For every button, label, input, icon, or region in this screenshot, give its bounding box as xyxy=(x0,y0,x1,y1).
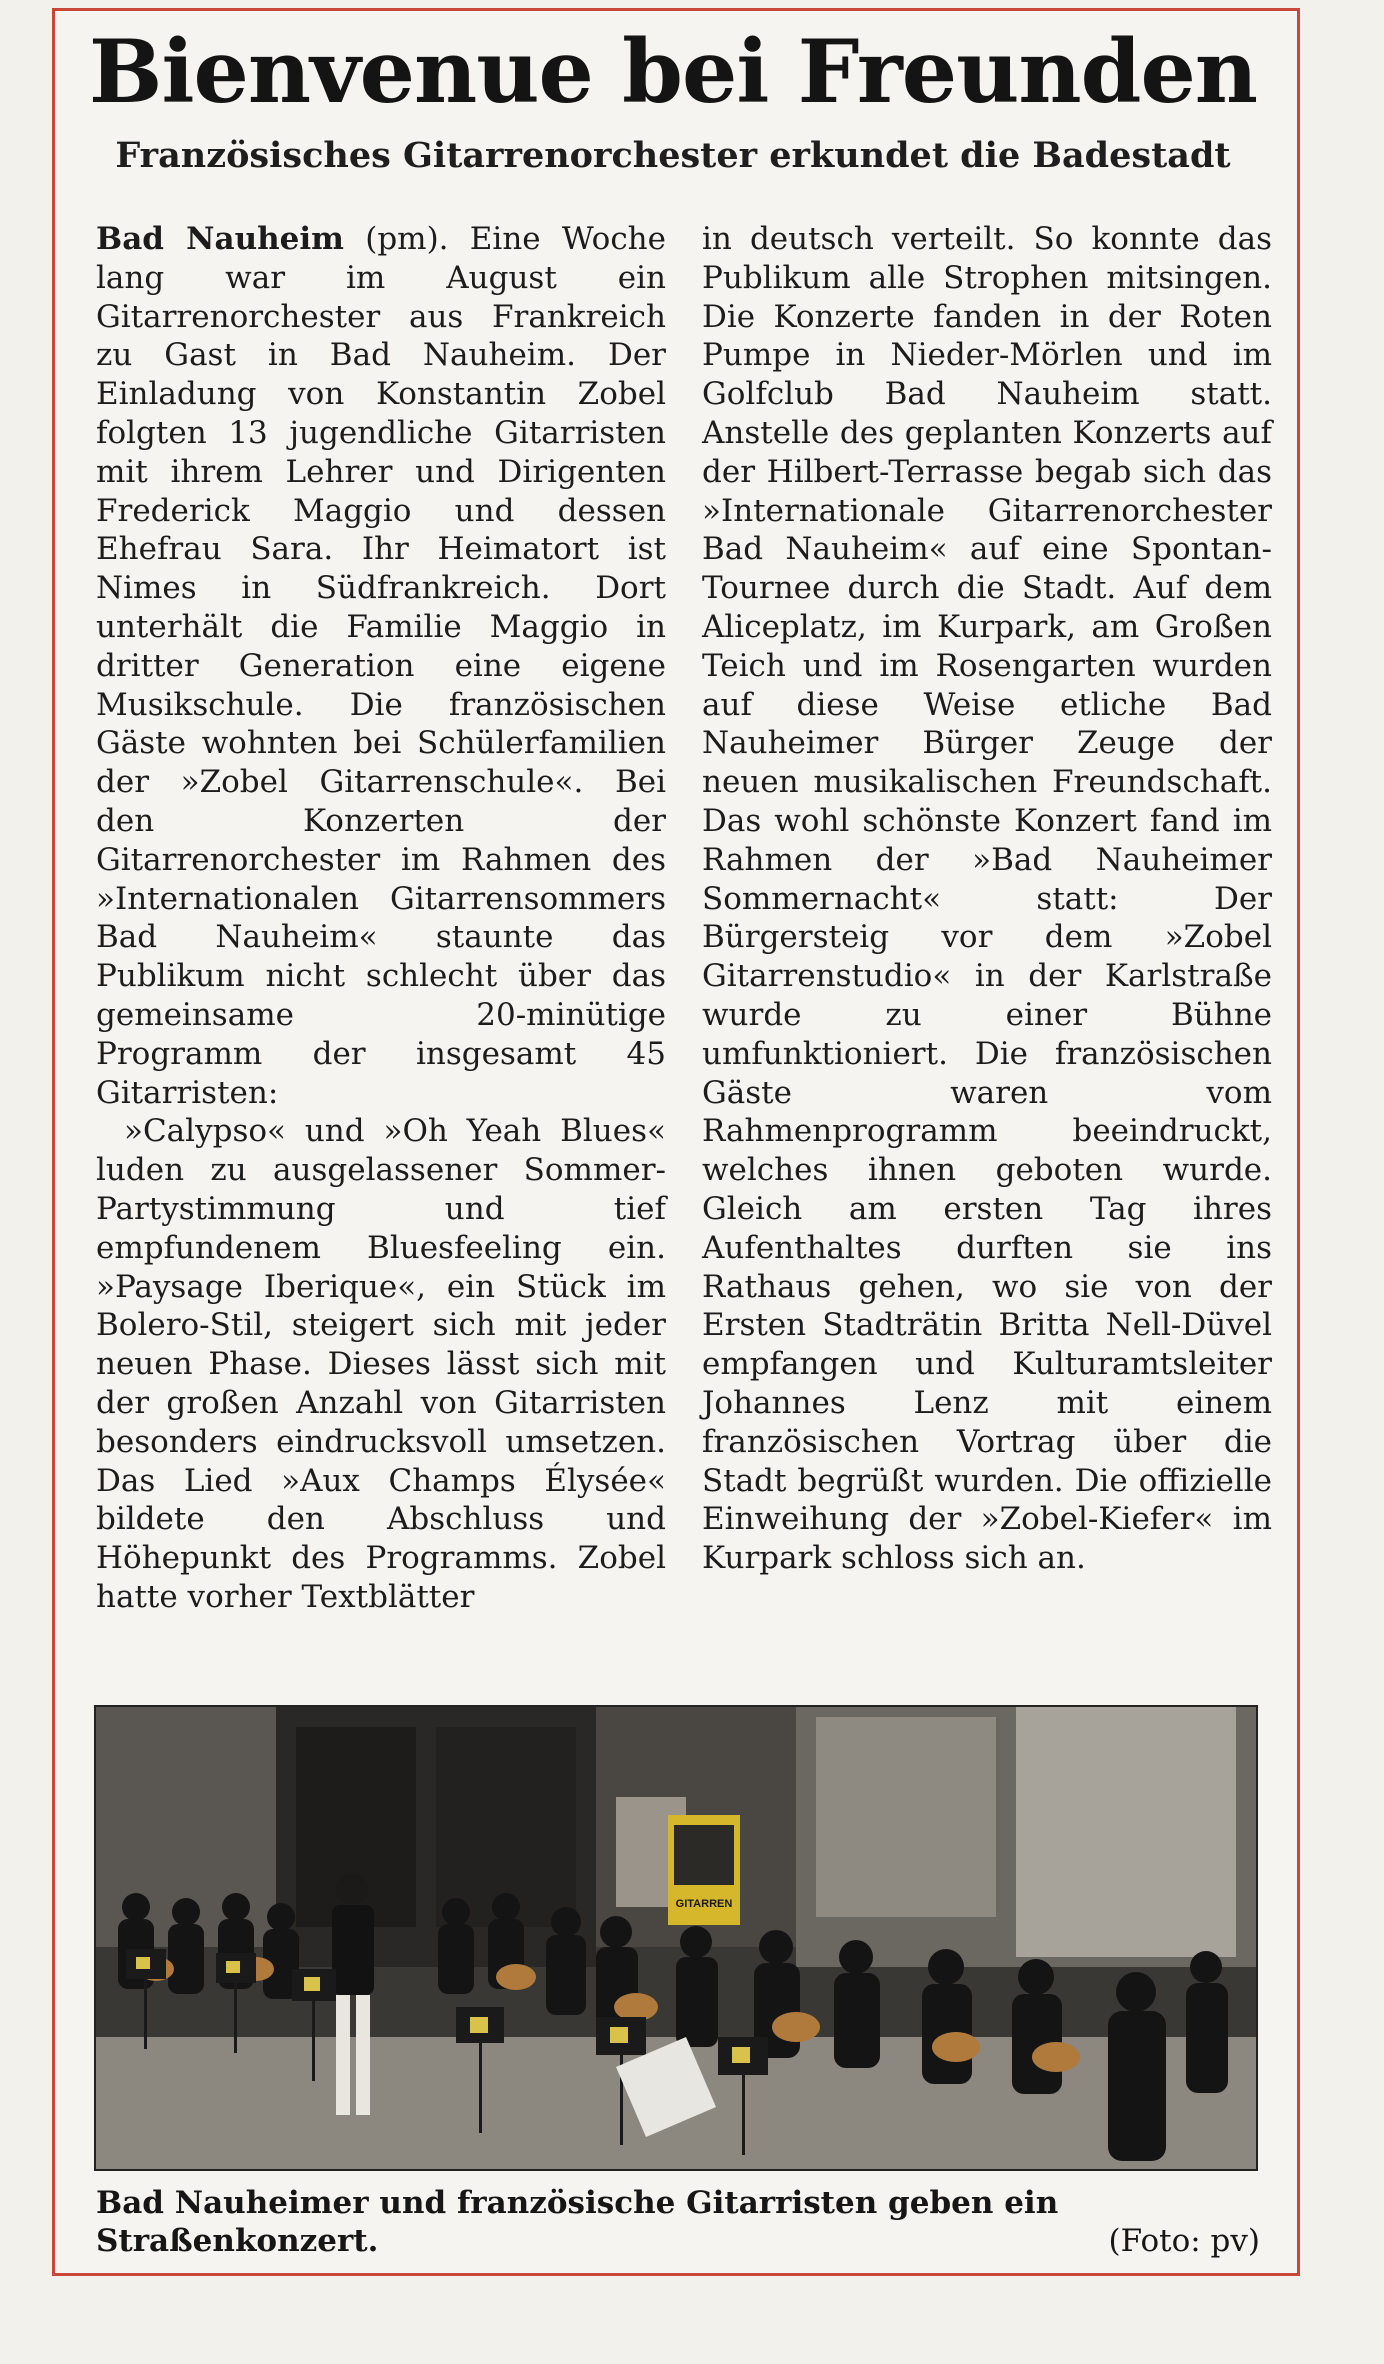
concert-photo xyxy=(94,1705,1258,2171)
article-column-right xyxy=(702,220,1272,1578)
dateline: Bad Nauheim xyxy=(96,221,344,257)
photo-credit: (Foto: pv) xyxy=(1108,2223,1260,2259)
body-paragraph: »Calypso« und »Oh Yeah Blues« luden zu ausgelassener Sommer-Partystimmung und tief empfundenem Bluesfeeling ein. »Paysage Iberique«, ein Stück im Bolero-Stil, steigert sich mit jeder neuen Phase. Dieses lässt sich mit der großen Anzahl von Gitarristen besonders eindrucksvoll umsetzen. Das Lied »Aux Champs Élysée« bildete den Abschluss und Höhepunkt des Programms. Zobel hatte vorher Textblätter xyxy=(96,1113,666,1615)
poster-text: GITARREN xyxy=(675,1898,733,1910)
lead-text: (pm). Eine Woche lang war im August ein Gitarrenorchester aus Frankreich zu Gast in Bad Nauheim. Der Einladung von Konstantin Zobel folgten 13 jugendliche Gitarristen mit ihrem Lehrer und Dirigenten Frederick Maggio und dessen Ehefrau Sara. Ihr Heimatort ist Nimes in Südfrankreich. Dort unterhält die Familie Maggio in dritter Generation eine eigene Musikschule. Die französischen Gäste wohnten bei Schülerfamilien der »Zobel Gitarrenschule«. Bei den Konzerten der Gitarrenorchester im Rahmen des »Internationalen Gitarrensommers Bad Nauheim« staunte das Publikum nicht schlecht über das gemeinsame 20-minütige Programm der insgesamt 45 Gitarristen: xyxy=(96,221,666,1111)
body-paragraph-right: in deutsch verteilt. So konnte das Publikum alle Strophen mitsingen. Die Konzerte fanden in der Roten Pumpe in Nieder-Mörlen und im Golfclub Bad Nauheim statt. Anstelle des geplanten Konzerts auf der Hilbert-Terrasse begab sich das »Internationale Gitarrenorchester Bad Nauheim« auf eine Spontan-Tournee durch die Stadt. Auf dem Aliceplatz, im Kurpark, am Großen Teich und im Rosengarten wurden auf diese Weise etliche Bad Nauheimer Bürger Zeuge der neuen musikalischen Freundschaft. Das wohl schönste Konzert fand im Rahmen der »Bad Nauheimer Sommernacht« statt: Der Bürgersteig vor dem »Zobel Gitarrenstudio« in der Karlstraße wurde zu einer Bühne umfunktioniert. Die französischen Gäste waren vom Rahmenprogramm beeindruckt, welches ihnen geboten wurde. Gleich am ersten Tag ihres Aufenthaltes durften sie ins Rathaus gehen, wo sie von der Ersten Stadträtin Britta Nell-Düvel empfangen und Kulturamtsleiter Johannes Lenz mit einem französischen Vortrag über die Stadt begrüßt wurden. Die offizielle Einweihung der »Zobel-Kiefer« im Kurpark schloss sich an. xyxy=(702,221,1272,1577)
subheadline: Französisches Gitarrenorchester erkundet die Badestadt xyxy=(115,135,1231,176)
article-column-left xyxy=(96,220,666,1617)
headline: Bienvenue bei Freunden xyxy=(88,20,1258,123)
lead-paragraph xyxy=(96,220,666,1112)
photo-caption: Bad Nauheimer und französische Gitarristen geben ein Straßenkonzert. xyxy=(96,2185,1059,2259)
